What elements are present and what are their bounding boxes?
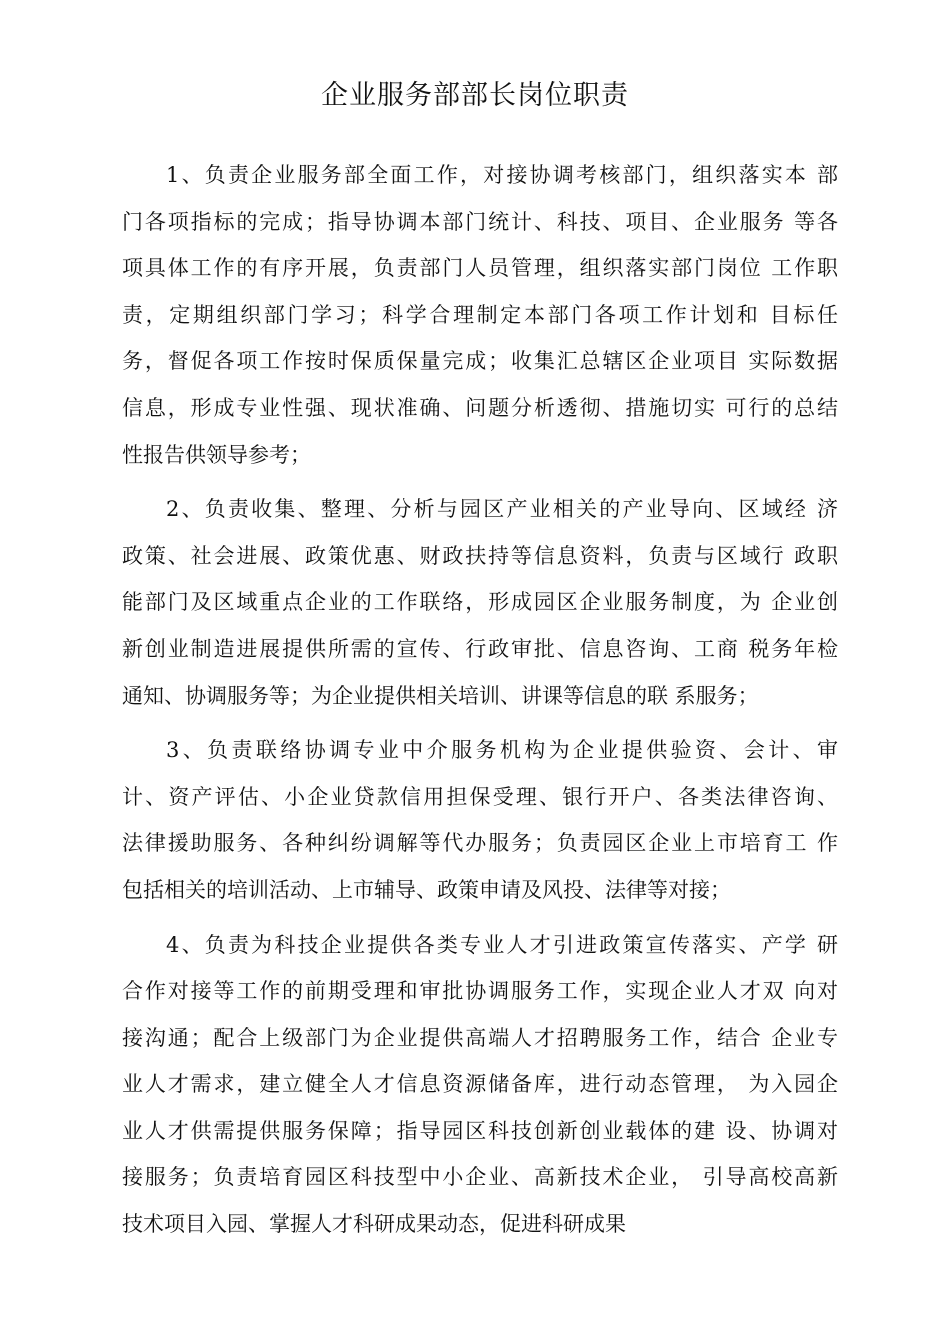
paragraph-line: 通知、协调服务等；为企业提供相关培训、讲课等信息的联 系服务； xyxy=(122,683,759,708)
paragraph-line: 3、负责联络协调专业中介服务机构为企业提供验资、会计、审 xyxy=(166,738,838,763)
paragraph-line: 2、负责收集、整理、分析与园区产业相关的产业导向、区域经 济 xyxy=(166,497,838,522)
paragraph-line: 政策、社会进展、政策优惠、财政扶持等信息资料，负责与区域行 政职 xyxy=(122,543,838,568)
paragraph-line: 接服务；负责培育园区科技型中小企业、高新技术企业， 引导高校高新 xyxy=(122,1165,838,1190)
paragraph-line: 4、负责为科技企业提供各类专业人才引进政策宣传落实、产学 研 xyxy=(166,932,838,957)
paragraph-line: 技术项目入园、掌握人才科研成果动态，促进科研成果 xyxy=(122,1212,626,1237)
paragraph-line: 性报告供领导参考； xyxy=(122,442,311,467)
paragraph-line: 合作对接等工作的前期受理和审批协调服务工作，实现企业人才双 向对 xyxy=(122,979,838,1004)
paragraph-line: 门各项指标的完成；指导协调本部门统计、科技、项目、企业服务 等各 xyxy=(122,209,838,234)
paragraph-line: 信息，形成专业性强、现状准确、问题分析透彻、措施切实 可行的总结 xyxy=(122,395,838,420)
paragraph-line: 务，督促各项工作按时保质保量完成；收集汇总辖区企业项目 实际数据 xyxy=(122,349,838,374)
paragraph-line: 业人才供需提供服务保障；指导园区科技创新创业载体的建 设、协调对 xyxy=(122,1118,838,1143)
paragraph-1 xyxy=(122,152,838,478)
paragraph-line: 法律援助服务、各种纠纷调解等代办服务；负责园区企业上市培育工 作 xyxy=(122,831,838,856)
paragraph-3 xyxy=(122,727,838,913)
document-body xyxy=(122,152,838,1256)
paragraph-line: 1、负责企业服务部全面工作，对接协调考核部门，组织落实本 部 xyxy=(166,163,838,187)
paragraph-line: 计、资产评估、小企业贷款信用担保受理、银行开户、各类法律咨询、 xyxy=(122,784,838,809)
paragraph-4 xyxy=(122,922,838,1248)
paragraph-line: 责，定期组织部门学习；科学合理制定本部门各项工作计划和 目标任 xyxy=(122,302,838,327)
paragraph-line: 项具体工作的有序开展，负责部门人员管理，组织落实部门岗位 工作职 xyxy=(122,256,838,281)
paragraph-2 xyxy=(122,486,838,719)
paragraph-line: 新创业制造进展提供所需的宣传、行政审批、信息咨询、工商 税务年检 xyxy=(122,636,838,661)
paragraph-line: 接沟通；配合上级部门为企业提供高端人才招聘服务工作，结合 企业专 xyxy=(122,1025,838,1050)
paragraph-line: 能部门及区域重点企业的工作联络，形成园区企业服务制度，为 企业创 xyxy=(122,590,838,615)
paragraph-line: 包括相关的培训活动、上市辅导、政策申请及风投、法律等对接； xyxy=(122,877,731,902)
document-title: 企业服务部部长岗位职责 xyxy=(321,80,629,111)
paragraph-line: 业人才需求，建立健全人才信息资源储备库，进行动态管理， 为入园企 xyxy=(122,1072,838,1097)
